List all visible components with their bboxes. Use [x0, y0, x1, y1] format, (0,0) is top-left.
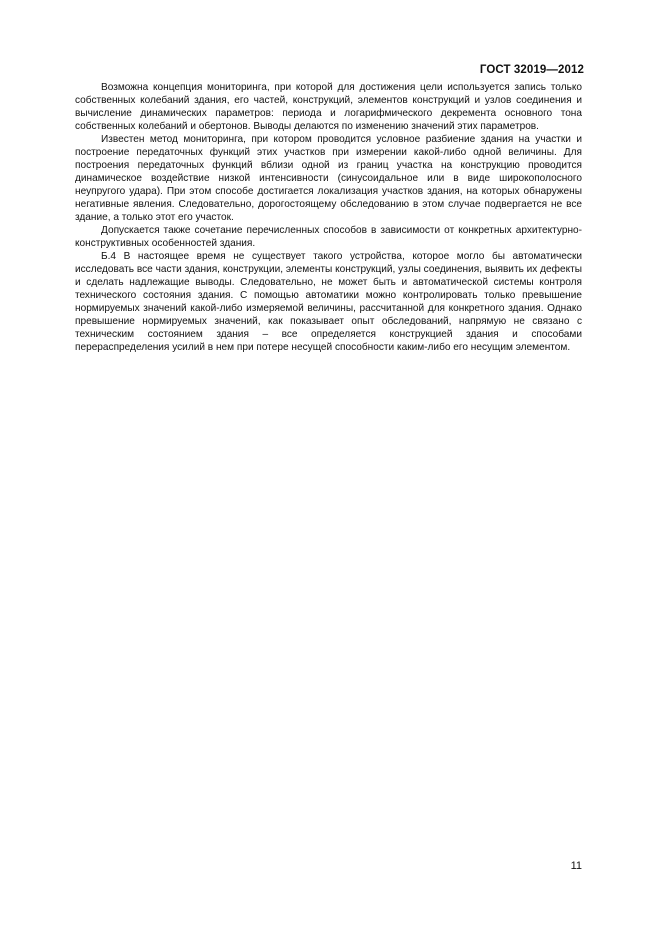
paragraph-monitoring-method: Известен метод мониторинга, при котором проводится условное разбиение здания на участки и построение передаточных функций этих участков при измерении какой-либо одной величины. Для построения передаточных функций вблизи одной из границ участка на конструкцию проводится динамическое воздействие низкой интенсивности (синусоидальное или в виде широкополосного неупругого удара). При этом способе достигается локализация участков здания, на которых обнаружены негативные явления. Следовательно, дорогостоящему обследованию в этом случае подвергается не все здание, а только этот его участок.	[75, 134, 582, 223]
paragraph-monitoring-concept: Возможна концепция мониторинга, при которой для достижения цели используется запись только собственных колебаний здания, его частей, конструкций, элементов конструкций и узлов соединения и вычисление динамических параметров: периода и логарифмического декремента основного тона собственных колебаний и обертонов. Выводы делаются по изменению значений этих параметров.	[75, 82, 582, 132]
paragraph-section-b4: Б.4 В настоящее время не существует такого устройства, которое могло бы автоматически исследовать все части здания, конструкции, элементы конструкций, узлы соединения, выявить их дефекты и сделать надлежащие выводы. Следовательно, не может быть и автоматической системы контроля технического состояния здания. С помощью автоматики можно контролировать только превышение нормируемых значений какой-либо измеряемой величины, рассчитанной для конкретного здания. Однако превышение нормируемых значений, как показывает опыт обследований, напрямую не связано с техническим состоянием здания – все определяется конструкцией здания и способами перераспределения усилий в нем при потере несущей способности каким-либо его несущим элементом.	[75, 251, 582, 353]
paragraph-combination: Допускается также сочетание перечисленных способов в зависимости от конкретных архитектурно-конструктивных особенностей здания.	[75, 225, 582, 249]
page-number: 11	[570, 860, 582, 872]
document-body	[75, 81, 582, 354]
document-header-standard: ГОСТ 32019—2012	[479, 64, 584, 76]
